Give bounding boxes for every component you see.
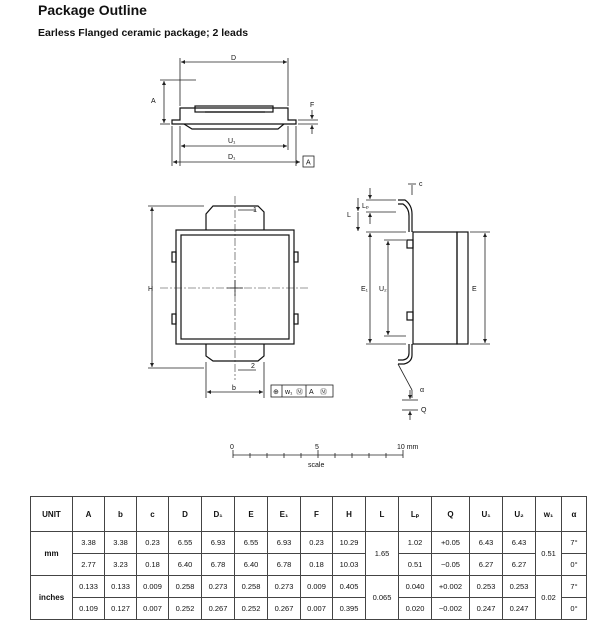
header-cell: α — [562, 497, 587, 532]
table-row-inches-max — [31, 576, 587, 598]
table-cell: 3.38 — [105, 532, 137, 554]
table-cell: 6.27 — [503, 554, 536, 576]
header-cell: U₂ — [503, 497, 536, 532]
mmc-symbol-1: Ⓜ — [296, 389, 303, 396]
header-cell: b — [105, 497, 137, 532]
table-cell: 6.93 — [268, 532, 301, 554]
table-cell: 0.267 — [268, 598, 301, 620]
table-cell: +0.002 — [432, 576, 470, 598]
table-cell: 0.273 — [202, 576, 235, 598]
table-cell: 6.93 — [202, 532, 235, 554]
dim-label-L: L — [347, 212, 351, 219]
table-cell: 0.405 — [333, 576, 366, 598]
tolerance-w1: w₁ — [285, 389, 293, 396]
dimensions-table — [30, 496, 587, 620]
header-cell: D₁ — [202, 497, 235, 532]
table-cell: 0.109 — [73, 598, 105, 620]
table-cell: +0.05 — [432, 532, 470, 554]
scale-label: scale — [308, 462, 325, 469]
table-cell: 0.51 — [399, 554, 432, 576]
table-cell: 6.78 — [202, 554, 235, 576]
table-cell: 3.38 — [73, 532, 105, 554]
table-cell: 2.77 — [73, 554, 105, 576]
table-cell: 0.133 — [73, 576, 105, 598]
table-cell: 7° — [562, 576, 587, 598]
table-cell: 0.247 — [470, 598, 503, 620]
table-cell: 0.009 — [301, 576, 333, 598]
header-cell: UNIT — [31, 497, 73, 532]
dim-label-Lp: Lₚ — [362, 203, 369, 210]
top-side-view — [151, 55, 318, 167]
header-cell: L — [366, 497, 399, 532]
table-cell: 0° — [562, 554, 587, 576]
table-cell: 6.55 — [169, 532, 202, 554]
header-cell: D — [169, 497, 202, 532]
pin-1-label: 1 — [253, 207, 257, 214]
table-cell-L: 0.065 — [366, 576, 399, 620]
dim-label-U2: U₂ — [379, 286, 387, 293]
table-cell-L: 1.65 — [366, 532, 399, 576]
dim-label-U1: U₁ — [228, 138, 236, 145]
table-cell: 0° — [562, 598, 587, 620]
table-cell: 0.007 — [137, 598, 169, 620]
table-cell: 6.40 — [169, 554, 202, 576]
dim-label-F: F — [310, 102, 315, 109]
table-cell: 0.23 — [301, 532, 333, 554]
table-cell: 0.009 — [137, 576, 169, 598]
table-cell: 0.18 — [301, 554, 333, 576]
dim-label-H: H — [148, 286, 154, 293]
header-cell: F — [301, 497, 333, 532]
pin-2-label: 2 — [251, 363, 255, 370]
table-cell: 6.43 — [503, 532, 536, 554]
table-cell: 10.03 — [333, 554, 366, 576]
table-cell-w1: 0.02 — [536, 576, 562, 620]
table-cell: 6.55 — [235, 532, 268, 554]
table-cell: 0.252 — [169, 598, 202, 620]
table-row-mm-max — [31, 532, 587, 554]
unit-cell: mm — [31, 532, 73, 576]
table-cell: 0.133 — [105, 576, 137, 598]
scale-tick-0: 0 — [230, 444, 234, 451]
dim-label-Q: Q — [421, 407, 427, 414]
dim-label-E1: E₁ — [361, 286, 369, 293]
table-cell: 6.43 — [470, 532, 503, 554]
header-cell: U₁ — [470, 497, 503, 532]
table-cell: 0.007 — [301, 598, 333, 620]
table-cell: 0.040 — [399, 576, 432, 598]
table-cell: 6.40 — [235, 554, 268, 576]
table-cell: 0.127 — [105, 598, 137, 620]
unit-cell: inches — [31, 576, 73, 620]
scale-bar — [230, 444, 419, 469]
table-cell: 0.18 — [137, 554, 169, 576]
table-cell: 0.253 — [470, 576, 503, 598]
header-cell: E₁ — [268, 497, 301, 532]
tolerance-frame — [271, 385, 333, 397]
scale-tick-5: 5 — [315, 444, 319, 451]
table-header-row — [31, 497, 587, 532]
table-cell: 3.23 — [105, 554, 137, 576]
table-row-mm-min — [31, 554, 587, 576]
table-row-inches-min — [31, 598, 587, 620]
header-cell: c — [137, 497, 169, 532]
scale-tick-10: 10 mm — [397, 444, 419, 451]
header-cell: A — [73, 497, 105, 532]
table-cell: 0.258 — [169, 576, 202, 598]
table-cell: 7° — [562, 532, 587, 554]
table-cell: 6.78 — [268, 554, 301, 576]
table-cell: 0.395 — [333, 598, 366, 620]
dim-label-A: A — [151, 98, 156, 105]
table-cell: 0.252 — [235, 598, 268, 620]
package-subtitle: Earless Flanged ceramic package; 2 leads — [38, 27, 249, 39]
position-tolerance-symbol: ⊕ — [273, 389, 279, 396]
table-cell: 6.27 — [470, 554, 503, 576]
dim-label-alpha: α — [420, 387, 425, 394]
table-cell: 1.02 — [399, 532, 432, 554]
page-title: Package Outline — [38, 2, 147, 18]
table-cell: −0.002 — [432, 598, 470, 620]
table-cell: 0.267 — [202, 598, 235, 620]
right-side-view — [347, 181, 490, 420]
datum-A-label: A — [306, 159, 311, 167]
table-cell: −0.05 — [432, 554, 470, 576]
table-cell-w1: 0.51 — [536, 532, 562, 576]
mmc-symbol-2: Ⓜ — [320, 389, 327, 396]
dim-label-b: b — [232, 385, 236, 392]
table-cell: 0.273 — [268, 576, 301, 598]
table-cell: 0.258 — [235, 576, 268, 598]
table-cell: 0.020 — [399, 598, 432, 620]
header-cell: w₁ — [536, 497, 562, 532]
dim-label-c: c — [419, 181, 423, 188]
header-cell: Q — [432, 497, 470, 532]
header-cell: E — [235, 497, 268, 532]
dim-label-D1: D₁ — [228, 154, 236, 161]
table-cell: 10.29 — [333, 532, 366, 554]
header-cell: Lₚ — [399, 497, 432, 532]
dim-label-D: D — [231, 55, 237, 62]
dim-label-E: E — [472, 286, 477, 293]
table-cell: 0.23 — [137, 532, 169, 554]
top-plan-view — [148, 196, 333, 398]
tolerance-datum-A: A — [309, 389, 314, 396]
table-cell: 0.247 — [503, 598, 536, 620]
header-cell: H — [333, 497, 366, 532]
table-cell: 0.253 — [503, 576, 536, 598]
